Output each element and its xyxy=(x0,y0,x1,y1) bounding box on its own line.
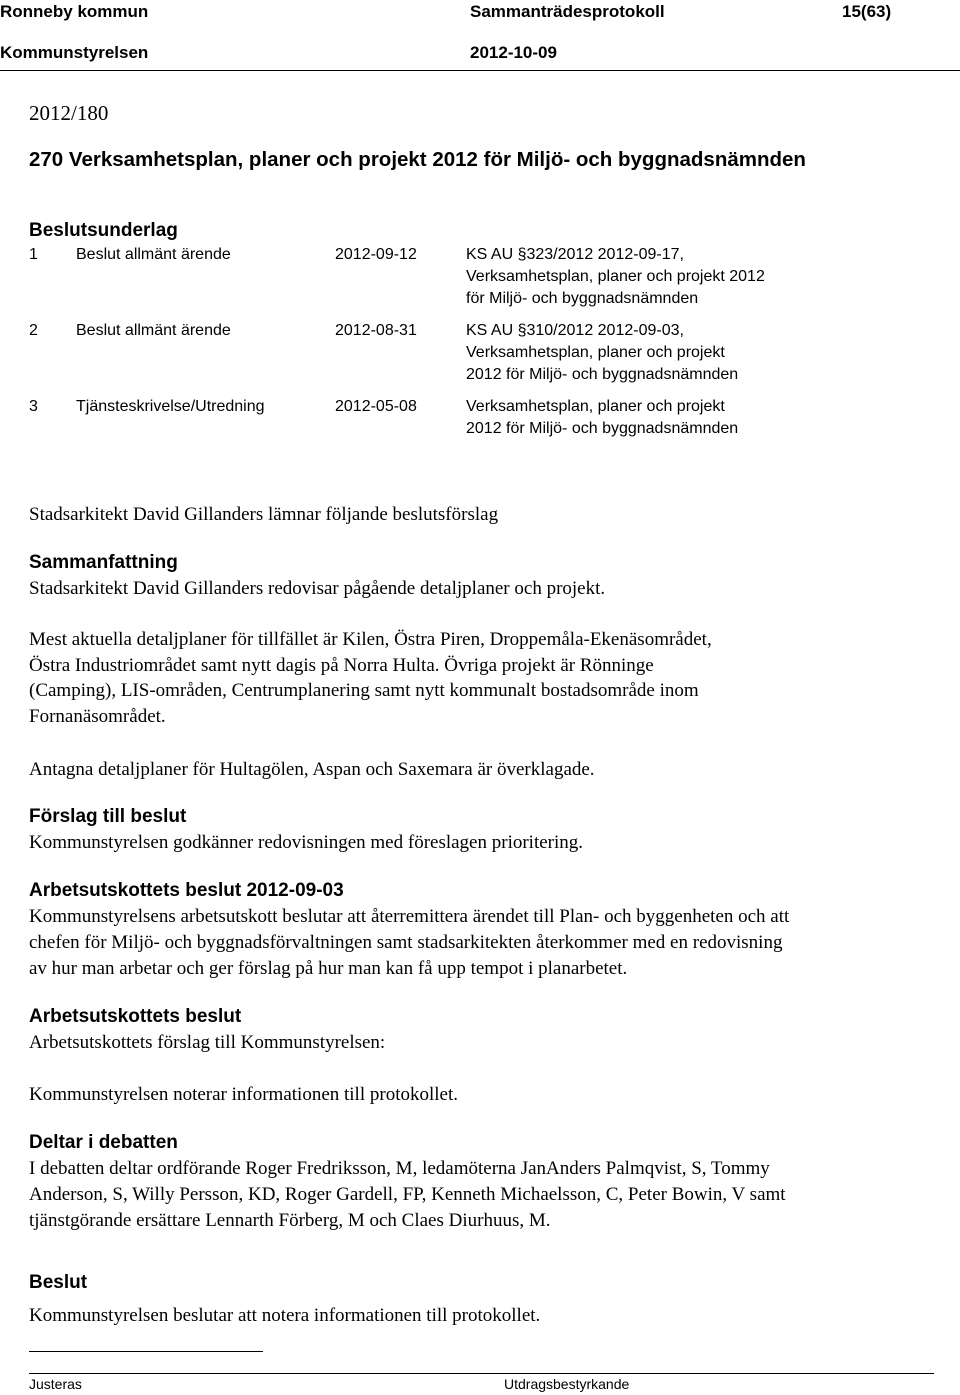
summary-heading: Sammanfattning xyxy=(29,552,178,573)
basis-item-date: 2012-05-08 xyxy=(335,398,417,415)
au-decision-line: Arbetsutskottets förslag till Kommunstyrelsen: xyxy=(29,1032,386,1053)
summary-paragraph-line: Östra Industriområdet samt nytt dagis på Norra Hulta. Övriga projekt är Rönninge xyxy=(29,655,654,676)
basis-heading: Beslutsunderlag xyxy=(29,220,178,241)
decision-heading: Beslut xyxy=(29,1272,88,1293)
municipality-name: Ronneby kommun xyxy=(0,2,149,21)
debate-heading: Deltar i debatten xyxy=(29,1132,178,1153)
au-decision-dated-line: Kommunstyrelsens arbetsutskott beslutar att återremittera ärendet till Plan- och byggenheten och att xyxy=(29,906,790,927)
footer-justeras: Justeras xyxy=(29,1376,82,1392)
summary-paragraph-line: Mest aktuella detaljplaner för tillfället är Kilen, Östra Piren, Droppemåla-Ekenäsområdet, xyxy=(29,629,712,650)
meeting-date: 2012-10-09 xyxy=(470,43,557,62)
page-number: 15(63) xyxy=(842,2,892,21)
basis-item-desc-line: KS AU §323/2012 2012-09-17, xyxy=(466,246,684,263)
basis-item-desc-line: 2012 för Miljö- och byggnadsnämnden xyxy=(466,420,739,437)
basis-item-type: Beslut allmänt ärende xyxy=(76,246,231,263)
header-rule xyxy=(0,70,960,71)
debate-line: Anderson, S, Willy Persson, KD, Roger Gardell, FP, Kenneth Michaelsson, C, Peter Bowin, V samt xyxy=(29,1184,786,1205)
proposal-text: Kommunstyrelsen godkänner redovisningen med föreslagen prioritering. xyxy=(29,832,584,853)
debate-line: I debatten deltar ordförande Roger Fredriksson, M, ledamöterna JanAnders Palmqvist, S, Tommy xyxy=(29,1158,770,1179)
page-title: 270 Verksamhetsplan, planer och projekt 2012 för Miljö- och byggnadsnämnden xyxy=(29,148,806,171)
signature-line xyxy=(29,1351,263,1352)
summary-paragraph-line: (Camping), LIS-områden, Centrumplanering samt nytt kommunalt bostadsområde inom xyxy=(29,680,699,701)
au-decision-line: Kommunstyrelsen noterar informationen till protokollet. xyxy=(29,1084,458,1105)
basis-item-number: 3 xyxy=(29,398,38,415)
document-type: Sammanträdesprotokoll xyxy=(470,2,665,21)
summary-paragraph-line: Fornanäsområdet. xyxy=(29,706,166,727)
au-decision-dated-line: av hur man arbetar och ger förslag på hur man kan få upp tempot i planarbetet. xyxy=(29,958,628,979)
footer-extract-certified: Utdragsbestyrkande xyxy=(504,1376,630,1392)
footer-rule xyxy=(29,1373,934,1374)
au-decision-dated-line: chefen för Miljö- och byggnadsförvaltningen samt stadsarkitekten återkommer med en redovisning xyxy=(29,932,783,953)
proposal-heading: Förslag till beslut xyxy=(29,806,187,827)
board-name: Kommunstyrelsen xyxy=(0,43,149,62)
summary-appealed-text: Antagna detaljplaner för Hultagölen, Aspan och Saxemara är överklagade. xyxy=(29,759,595,780)
basis-item-desc-line: för Miljö- och byggnadsnämnden xyxy=(466,290,699,307)
basis-item-date: 2012-09-12 xyxy=(335,246,417,263)
case-number: 2012/180 xyxy=(29,101,109,125)
basis-item-type: Tjänsteskrivelse/Utredning xyxy=(76,398,265,415)
basis-item-number: 2 xyxy=(29,322,38,339)
basis-item-date: 2012-08-31 xyxy=(335,322,417,339)
debate-line: tjänstgörande ersättare Lennarth Förberg, M och Claes Diurhuus, M. xyxy=(29,1210,551,1231)
summary-text: Stadsarkitekt David Gillanders redovisar pågående detaljplaner och projekt. xyxy=(29,578,606,599)
basis-item-desc-line: KS AU §310/2012 2012-09-03, xyxy=(466,322,684,339)
au-decision-dated-heading: Arbetsutskottets beslut 2012-09-03 xyxy=(29,880,344,901)
basis-item-desc-line: Verksamhetsplan, planer och projekt 2012 xyxy=(466,268,765,285)
basis-item-number: 1 xyxy=(29,246,38,263)
basis-item-desc-line: 2012 för Miljö- och byggnadsnämnden xyxy=(466,366,739,383)
basis-item-desc-line: Verksamhetsplan, planer och projekt xyxy=(466,344,725,361)
basis-item-type: Beslut allmänt ärende xyxy=(76,322,231,339)
decision-text: Kommunstyrelsen beslutar att notera informationen till protokollet. xyxy=(29,1305,541,1326)
basis-item-desc-line: Verksamhetsplan, planer och projekt xyxy=(466,398,725,415)
intro-text: Stadsarkitekt David Gillanders lämnar följande beslutsförslag xyxy=(29,504,499,525)
au-decision-heading: Arbetsutskottets beslut xyxy=(29,1006,242,1027)
